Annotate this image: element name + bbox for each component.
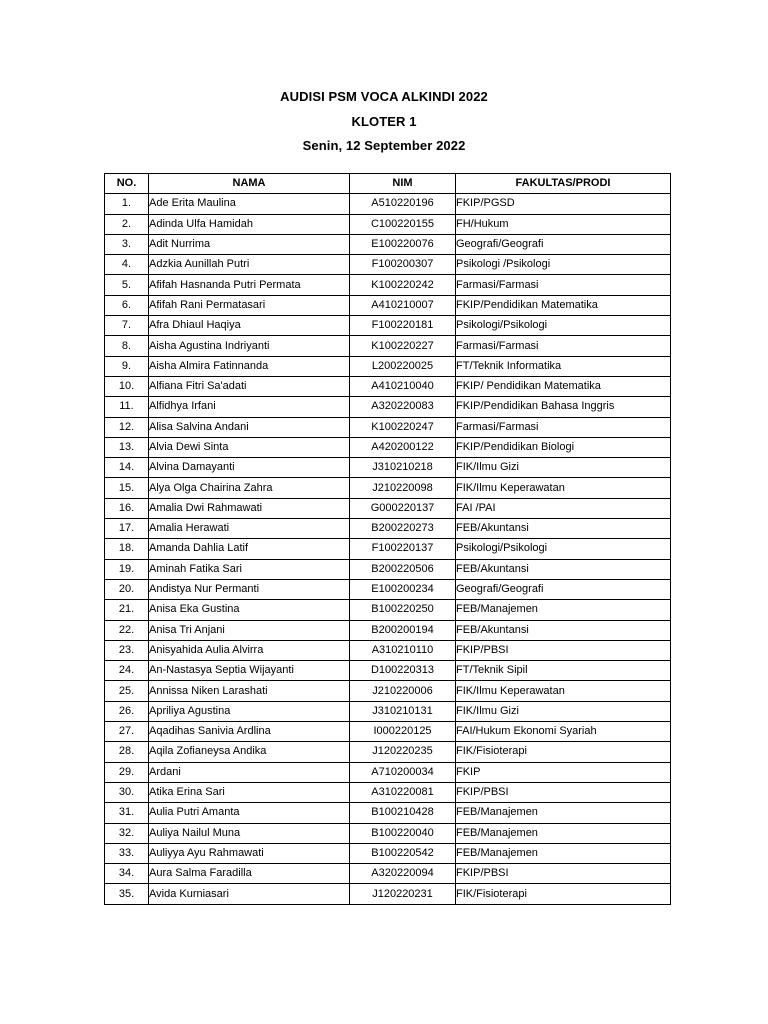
cell-no: 9. (105, 356, 149, 376)
cell-no: 33. (105, 843, 149, 863)
cell-nama: Afra Dhiaul Haqiya (149, 316, 350, 336)
cell-nim: B100210428 (350, 803, 456, 823)
cell-nim: A420200122 (350, 437, 456, 457)
cell-nim: J120220235 (350, 742, 456, 762)
table-row (105, 640, 671, 660)
cell-fakultas: FH/Hukum (456, 214, 671, 234)
cell-nama: Afifah Hasnanda Putri Permata (149, 275, 350, 295)
cell-nama: Apriliya Agustina (149, 701, 350, 721)
cell-no: 21. (105, 600, 149, 620)
table-row (105, 234, 671, 254)
cell-nama: Aisha Almira Fatinnanda (149, 356, 350, 376)
cell-nim: G000220137 (350, 498, 456, 518)
cell-nama: Aulia Putri Amanta (149, 803, 350, 823)
table-row (105, 803, 671, 823)
cell-fakultas: FKIP/ Pendidikan Matematika (456, 376, 671, 396)
table-row (105, 417, 671, 437)
cell-no: 35. (105, 884, 149, 904)
table-row (105, 316, 671, 336)
cell-no: 5. (105, 275, 149, 295)
table-row (105, 884, 671, 904)
cell-no: 1. (105, 194, 149, 214)
cell-nama: Alvina Damayanti (149, 458, 350, 478)
cell-fakultas: FIK/Ilmu Keperawatan (456, 681, 671, 701)
cell-nim: J210220098 (350, 478, 456, 498)
cell-fakultas: FKIP (456, 762, 671, 782)
cell-nama: Atika Erina Sari (149, 782, 350, 802)
table-row (105, 498, 671, 518)
cell-nama: Alya Olga Chairina Zahra (149, 478, 350, 498)
table-row (105, 255, 671, 275)
cell-fakultas: FEB/Akuntansi (456, 559, 671, 579)
cell-no: 34. (105, 864, 149, 884)
table-row (105, 275, 671, 295)
cell-fakultas: FKIP/PGSD (456, 194, 671, 214)
cell-fakultas: FKIP/PBSI (456, 864, 671, 884)
table-header-row (105, 174, 671, 194)
participant-table (104, 173, 671, 905)
cell-no: 10. (105, 376, 149, 396)
cell-nim: A710200034 (350, 762, 456, 782)
cell-no: 23. (105, 640, 149, 660)
column-header-nim: NIM (350, 174, 456, 194)
cell-no: 4. (105, 255, 149, 275)
cell-no: 32. (105, 823, 149, 843)
cell-fakultas: FIK/Fisioterapi (456, 742, 671, 762)
cell-nim: B200200194 (350, 620, 456, 640)
cell-no: 11. (105, 397, 149, 417)
column-header-fakultas: FAKULTAS/PRODI (456, 174, 671, 194)
cell-nim: K100220227 (350, 336, 456, 356)
table-row (105, 762, 671, 782)
cell-no: 14. (105, 458, 149, 478)
cell-nama: Ardani (149, 762, 350, 782)
cell-fakultas: FIK/Ilmu Gizi (456, 458, 671, 478)
cell-nim: C100220155 (350, 214, 456, 234)
cell-no: 27. (105, 722, 149, 742)
cell-fakultas: FKIP/Pendidikan Bahasa Inggris (456, 397, 671, 417)
cell-nim: A310210110 (350, 640, 456, 660)
table-row (105, 742, 671, 762)
cell-nama: Auliyya Ayu Rahmawati (149, 843, 350, 863)
cell-no: 13. (105, 437, 149, 457)
table-row (105, 600, 671, 620)
cell-fakultas: FKIP/PBSI (456, 782, 671, 802)
table-row (105, 356, 671, 376)
cell-no: 3. (105, 234, 149, 254)
cell-nim: B200220273 (350, 519, 456, 539)
cell-nama: Andistya Nur Permanti (149, 579, 350, 599)
cell-nim: A410210007 (350, 295, 456, 315)
table-row (105, 397, 671, 417)
document-title: AUDISI PSM VOCA ALKINDI 2022 (280, 89, 488, 104)
table-row (105, 194, 671, 214)
cell-nama: Aqila Zofianeysa Andika (149, 742, 350, 762)
cell-nim: B100220542 (350, 843, 456, 863)
cell-nama: Aisha Agustina Indriyanti (149, 336, 350, 356)
cell-nim: J310210131 (350, 701, 456, 721)
cell-no: 15. (105, 478, 149, 498)
table-row (105, 478, 671, 498)
cell-fakultas: FKIP/PBSI (456, 640, 671, 660)
cell-fakultas: FIK/Ilmu Gizi (456, 701, 671, 721)
cell-nama: Alvia Dewi Sinta (149, 437, 350, 457)
cell-fakultas: FAI/Hukum Ekonomi Syariah (456, 722, 671, 742)
table-row (105, 539, 671, 559)
cell-nama: Anisa Tri Anjani (149, 620, 350, 640)
cell-nim: K100220242 (350, 275, 456, 295)
cell-fakultas: Farmasi/Farmasi (456, 417, 671, 437)
cell-nim: E100200234 (350, 579, 456, 599)
cell-fakultas: Psikologi /Psikologi (456, 255, 671, 275)
cell-fakultas: Psikologi/Psikologi (456, 316, 671, 336)
cell-no: 31. (105, 803, 149, 823)
cell-nama: An-Nastasya Septia Wijayanti (149, 661, 350, 681)
cell-nama: Alfidhya Irfani (149, 397, 350, 417)
cell-nim: A320220094 (350, 864, 456, 884)
table-row (105, 823, 671, 843)
cell-fakultas: FIK/Fisioterapi (456, 884, 671, 904)
cell-nim: A310220081 (350, 782, 456, 802)
cell-fakultas: FT/Teknik Informatika (456, 356, 671, 376)
cell-no: 25. (105, 681, 149, 701)
cell-no: 17. (105, 519, 149, 539)
cell-nim: A510220196 (350, 194, 456, 214)
cell-nama: Aminah Fatika Sari (149, 559, 350, 579)
cell-no: 28. (105, 742, 149, 762)
cell-nama: Alisa Salvina Andani (149, 417, 350, 437)
cell-nim: B100220040 (350, 823, 456, 843)
cell-fakultas: Geografi/Geografi (456, 579, 671, 599)
cell-fakultas: FAI /PAI (456, 498, 671, 518)
cell-nim: F100200307 (350, 255, 456, 275)
table-row (105, 336, 671, 356)
table-row (105, 559, 671, 579)
cell-nama: Auliya Nailul Muna (149, 823, 350, 843)
cell-nama: Adinda Ulfa Hamidah (149, 214, 350, 234)
cell-nama: Adit Nurrima (149, 234, 350, 254)
cell-nama: Annissa Niken Larashati (149, 681, 350, 701)
cell-no: 8. (105, 336, 149, 356)
cell-nama: Amalia Herawati (149, 519, 350, 539)
table-body (105, 194, 671, 904)
cell-nama: Aqadihas Sanivia Ardlina (149, 722, 350, 742)
cell-fakultas: FEB/Akuntansi (456, 620, 671, 640)
cell-nim: L200220025 (350, 356, 456, 376)
cell-fakultas: FKIP/Pendidikan Biologi (456, 437, 671, 457)
cell-nama: Aura Salma Faradilla (149, 864, 350, 884)
cell-fakultas: Farmasi/Farmasi (456, 336, 671, 356)
cell-nama: Afifah Rani Permatasari (149, 295, 350, 315)
cell-nim: D100220313 (350, 661, 456, 681)
cell-fakultas: FEB/Manajemen (456, 843, 671, 863)
table-row (105, 376, 671, 396)
cell-no: 18. (105, 539, 149, 559)
table-row (105, 437, 671, 457)
cell-no: 6. (105, 295, 149, 315)
cell-nim: J310210218 (350, 458, 456, 478)
cell-nim: F100220137 (350, 539, 456, 559)
table-row (105, 661, 671, 681)
table-row (105, 701, 671, 721)
cell-no: 20. (105, 579, 149, 599)
table-row (105, 864, 671, 884)
cell-nim: A320220083 (350, 397, 456, 417)
cell-nim: I000220125 (350, 722, 456, 742)
cell-no: 19. (105, 559, 149, 579)
cell-nama: Anisyahida Aulia Alvirra (149, 640, 350, 660)
table-row (105, 722, 671, 742)
cell-no: 29. (105, 762, 149, 782)
table-row (105, 458, 671, 478)
cell-no: 2. (105, 214, 149, 234)
cell-nim: J120220231 (350, 884, 456, 904)
cell-nama: Ade Erita Maulina (149, 194, 350, 214)
table-row (105, 214, 671, 234)
table-row (105, 519, 671, 539)
table-row (105, 681, 671, 701)
cell-no: 30. (105, 782, 149, 802)
cell-nama: Amalia Dwi Rahmawati (149, 498, 350, 518)
cell-no: 12. (105, 417, 149, 437)
cell-nama: Alfiana Fitri Sa'adati (149, 376, 350, 396)
table-row (105, 782, 671, 802)
table-row (105, 295, 671, 315)
cell-fakultas: Geografi/Geografi (456, 234, 671, 254)
document-date: Senin, 12 September 2022 (302, 138, 466, 153)
cell-nim: A410210040 (350, 376, 456, 396)
cell-no: 16. (105, 498, 149, 518)
cell-fakultas: Farmasi/Farmasi (456, 275, 671, 295)
cell-no: 22. (105, 620, 149, 640)
cell-fakultas: FEB/Manajemen (456, 823, 671, 843)
cell-nama: Adzkia Aunillah Putri (149, 255, 350, 275)
cell-nim: B100220250 (350, 600, 456, 620)
cell-fakultas: FT/Teknik Sipil (456, 661, 671, 681)
cell-nim: F100220181 (350, 316, 456, 336)
cell-nama: Amanda Dahlia Latif (149, 539, 350, 559)
table-row (105, 579, 671, 599)
cell-no: 24. (105, 661, 149, 681)
document-subtitle: KLOTER 1 (351, 114, 417, 129)
cell-nim: B200220506 (350, 559, 456, 579)
cell-fakultas: FEB/Manajemen (456, 803, 671, 823)
cell-fakultas: FEB/Akuntansi (456, 519, 671, 539)
cell-nama: Avida Kurniasari (149, 884, 350, 904)
cell-nim: K100220247 (350, 417, 456, 437)
cell-nim: J210220006 (350, 681, 456, 701)
cell-fakultas: Psikologi/Psikologi (456, 539, 671, 559)
column-header-nama: NAMA (149, 174, 350, 194)
cell-no: 7. (105, 316, 149, 336)
cell-fakultas: FIK/Ilmu Keperawatan (456, 478, 671, 498)
cell-nim: E100220076 (350, 234, 456, 254)
table-row (105, 843, 671, 863)
table-row (105, 620, 671, 640)
cell-fakultas: FEB/Manajemen (456, 600, 671, 620)
cell-no: 26. (105, 701, 149, 721)
cell-fakultas: FKIP/Pendidikan Matematika (456, 295, 671, 315)
column-header-no: NO. (105, 174, 149, 194)
cell-nama: Anisa Eka Gustina (149, 600, 350, 620)
